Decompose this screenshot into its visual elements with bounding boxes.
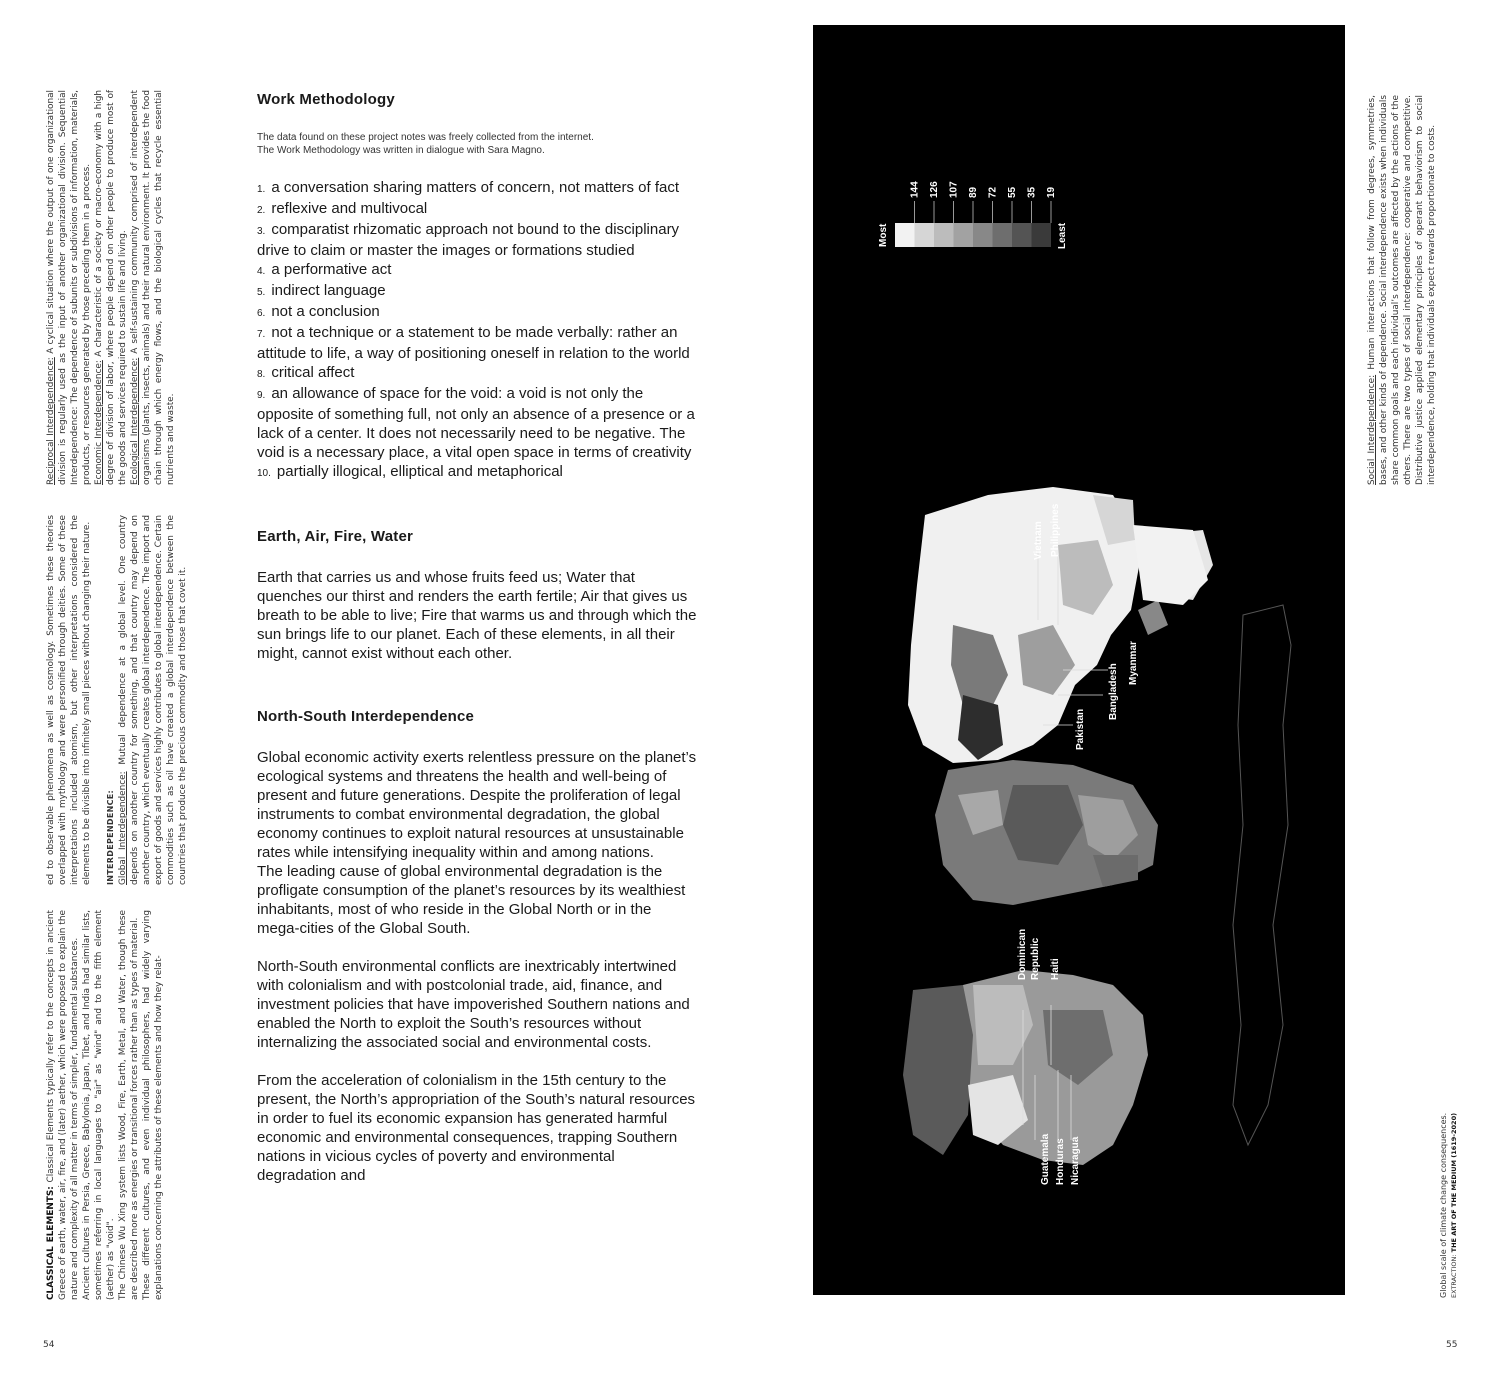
list-text: reflexive and multivocal <box>271 200 428 217</box>
list-number: 2. <box>257 205 266 216</box>
economic-term: Economic Interdependence: <box>94 360 104 485</box>
legend-least-label: Least <box>1057 222 1068 249</box>
list-item <box>257 384 697 462</box>
sidebar-col-reciprocal <box>45 90 177 485</box>
legend-swatch <box>973 223 993 247</box>
list-text: not a conclusion <box>271 303 380 320</box>
list-number: 8. <box>257 369 266 380</box>
social-body: Human interactions that follow from degrees, symmetries, bases, and other kinds of dependence. Social interdependence exists when individuals share common goals and each individual’s outcomes are affected by the actions of the others. There are two types of social interdependence: cooperative and competitive. Distributive justice applied elementary principles of operant behaviorism to social interdependence, holding that individuals expect rewards proportionate to costs. <box>1367 95 1437 485</box>
north-south-paragraph-3: North-South environmental conflicts are inextricably intertwined with colonialism and with postcolonial trade, aid, finance, and investment policies that have impoverished Southern nations and enabled the North to exploit the South’s resources without internalizing the associated social and environmental costs. <box>257 958 690 1051</box>
right-sidebar-social <box>1366 95 1438 485</box>
map-label-guatemala: Guatemala <box>1040 1133 1051 1185</box>
legend-swatch <box>993 223 1013 247</box>
list-item <box>257 199 697 220</box>
sidebar-col-interdependence <box>45 515 189 885</box>
reciprocal-interdependence-paragraph <box>45 90 93 485</box>
legend-value-label: 126 <box>929 181 940 198</box>
list-item <box>257 462 697 483</box>
legend-value-label: 144 <box>909 181 921 198</box>
map-label-nicaragua: Nicaragua <box>1070 1136 1081 1185</box>
sidebar-col-classical <box>45 910 165 1300</box>
global-interdependence-body: Mutual dependence at a global level. One country depends on another country for something, and that country may depend on another country, which eventually creates global interdependence. The import and export of goods and services highly contributes to global interdependence. Certain commodities such as oil have created a global interdependence between the countries that produce the precious commodity and those that covet it. <box>118 515 188 885</box>
legend-swatch <box>954 223 974 247</box>
map-label-haiti: Haiti <box>1050 958 1061 980</box>
main-column <box>257 90 697 1204</box>
page-number-left: 54 <box>43 1340 55 1350</box>
map-label-dominican: Dominican <box>1017 928 1028 980</box>
list-number: 4. <box>257 266 266 277</box>
list-text: comparatist rhizomatic approach not bound to the disciplinary drive to claim or master the images or formations studied <box>257 221 680 259</box>
map-label-pakistan: Pakistan <box>1075 708 1086 750</box>
list-text: a conversation sharing matters of concern, not matters of fact <box>271 179 680 196</box>
climate-map-panel <box>813 25 1345 1295</box>
legend-value-label: 107 <box>948 181 960 198</box>
global-interdependence-term: Global Interdependence: <box>118 771 128 885</box>
north-south-title: North-South Interdependence <box>257 708 475 725</box>
earth-air-fire-water-title: Earth, Air, Fire, Water <box>257 528 414 545</box>
intro-line-2: The Work Methodology was written in dialogue with Sara Magno. <box>257 145 545 156</box>
list-number: 10. <box>257 468 271 479</box>
classical-body-1: Classical Elements typically refer to the concepts in ancient Greece of earth, water, air, fire, and (later) aether, which were proposed to explain the nature and complexity of all matter in terms of simpler, fundamental substances. <box>46 910 80 1300</box>
ecological-term: Ecological Interdependence: <box>130 357 140 485</box>
list-number: 6. <box>257 308 266 319</box>
map-label-republic: Republic <box>1030 937 1041 980</box>
caption-bold: THE ART OF THE MEDIUM (1619-2020) <box>1450 1112 1458 1253</box>
map-label-philippines: Philippines <box>1050 503 1061 557</box>
world-map <box>813 25 1345 1295</box>
ecological-body: A self-sustaining community comprised of interdependent organisms (plants, insects, animals) and their natural environment. It provides the food chain through which energy flows, and the biological cycles that recycle essential nutrients and waste. <box>130 90 176 485</box>
interdependence-heading: INTERDEPENDENCE: <box>106 789 115 885</box>
classical-body-4: These different cultures, and even individual philosophers, had widely varying explanations concerning the attributes of these elements and how they relat- <box>142 910 164 1300</box>
list-item <box>257 323 697 363</box>
intro-line-1: The data found on these project notes was freely collected from the internet. <box>257 132 594 143</box>
methodology-list <box>257 178 697 483</box>
legend-swatch <box>1012 223 1032 247</box>
africa-landmass <box>935 760 1158 905</box>
ecological-interdependence-paragraph <box>129 90 177 485</box>
legend-most-label: Most <box>878 223 889 247</box>
caption-line-2 <box>1449 1083 1460 1298</box>
legend-value-label: 72 <box>987 186 999 198</box>
intro-note <box>257 131 697 157</box>
legend-swatch <box>1032 223 1052 247</box>
list-text: not a technique or a statement to be made verbally: rather an attitude to life, a way of positioning oneself in relation to the world <box>257 324 690 362</box>
list-item <box>257 220 697 260</box>
classical-body-3: The Chinese Wu Xing system lists Wood, Fire, Earth, Metal, and Water, though these are described more as energies or transitional forces rather than as types of material. <box>118 910 140 1300</box>
caption-prefix: EXTRACTION: <box>1450 1254 1458 1298</box>
legend-swatch <box>895 223 915 247</box>
legend-value-label: 35 <box>1026 186 1038 198</box>
global-interdependence-paragraph <box>117 515 189 885</box>
map-legend <box>878 181 1068 249</box>
map-caption <box>1438 1083 1460 1298</box>
economic-body: A characteristic of a society or macro-economy with a high degree of division of labor, where people depend on other people to produce most of the goods and services required to sustain life and living. <box>94 90 128 485</box>
legend-value-label: 55 <box>1007 186 1018 198</box>
north-south-paragraph-1: Global economic activity exerts relentless pressure on the planet’s ecological systems and threatens the health and well-being of present and future generations. Despite the proliferation of legal instruments to combat environmental degradation, the global economy continues to exploit natural resources at unsustainable rates while intensifying inequality within and among nations. <box>257 749 697 861</box>
list-text: critical affect <box>271 364 355 381</box>
legend-value-label: 19 <box>1046 186 1057 198</box>
map-label-myanmar: Myanmar <box>1128 641 1139 685</box>
reciprocal-term: Reciprocal Interdependence: <box>46 357 56 485</box>
earth-paragraph: Earth that carries us and whose fruits feed us; Water that quenches our thirst and renders the earth fertile; Air that gives us breath to be able to live; Fire that warms us and through which the sun brings life to our planet. Each of these elements, in all their might, cannot exist without each other. <box>257 569 697 662</box>
north-south-paragraph-4: From the acceleration of colonialism in the 15th century to the present, the North’s appropriation of the South’s natural resources in order to fuel its economic expansion has generated harmful economic and environmental consequences, trapping Southern nations in vicious cycles of poverty and environmental degradation and <box>257 1072 696 1184</box>
list-text: partially illogical, elliptical and metaphorical <box>276 463 563 480</box>
social-term: Social Interdependence: <box>1367 374 1377 485</box>
list-text: an allowance of space for the void: a void is not only the opposite of something full, not only an absence of a presence or a lack of a center. It does not necessarily need to be negative. The void is a necessary place, a vital open space in terms of creativity <box>257 385 695 461</box>
americas-landmass <box>903 970 1148 1165</box>
list-item <box>257 302 697 323</box>
legend-value-label: 89 <box>968 186 979 198</box>
coastline-outline <box>1233 605 1291 1145</box>
legend-swatch <box>915 223 935 247</box>
social-interdependence-paragraph <box>1366 95 1438 485</box>
economic-interdependence-paragraph <box>93 90 129 485</box>
list-number: 5. <box>257 287 266 298</box>
classical-continued: ed to observable phenomena as well as cosmology. Sometimes these theories overlapped with mythology and were personified through deities. Some of these interpretations included atomism, but other interpretations considered the elements to be divisible into infinitely small pieces without changing their nature. <box>46 515 92 885</box>
north-south-paragraph-2: The leading cause of global environmental degradation is the profligate consumption of the planet’s resources by its wealthiest inhabitants, most of who reside in the Global North or in the mega-cities of the Global South. <box>257 863 686 937</box>
list-item <box>257 281 697 302</box>
classical-body-2: Ancient cultures in Persia, Greece, Babylonia, Japan, Tibet, and India had similar lists, sometimes referring in local languages to "air" as "wind" and to the fifth element (aether) as "void". <box>82 910 116 1300</box>
classical-elements-heading: CLASSICAL ELEMENTS: <box>46 1186 56 1300</box>
map-label-bangladesh: Bangladesh <box>1108 663 1119 720</box>
classical-elements-paragraph <box>45 910 81 1300</box>
legend-swatch <box>934 223 954 247</box>
list-item <box>257 260 697 281</box>
reciprocal-body: A cyclical situation where the output of one organizational division is regularly used as the input of another organizational division. Sequential Interdependence: The dependence of subunits or subdivisions of information, materials, products, or resources generated by those preceding them in a process. <box>46 90 92 485</box>
list-number: 7. <box>257 329 266 340</box>
list-number: 3. <box>257 226 266 237</box>
map-label-honduras: Honduras <box>1055 1138 1066 1185</box>
list-text: indirect language <box>271 282 386 299</box>
list-number: 9. <box>257 390 266 401</box>
work-methodology-title: Work Methodology <box>257 91 395 108</box>
list-item <box>257 178 697 199</box>
caption-line-1: Global scale of climate change consequences. <box>1439 1112 1448 1298</box>
list-text: a performative act <box>271 261 392 278</box>
page-number-right: 55 <box>1446 1340 1458 1350</box>
map-label-vietnam: Vietnam <box>1033 521 1044 560</box>
list-item <box>257 363 697 384</box>
list-number: 1. <box>257 184 266 195</box>
